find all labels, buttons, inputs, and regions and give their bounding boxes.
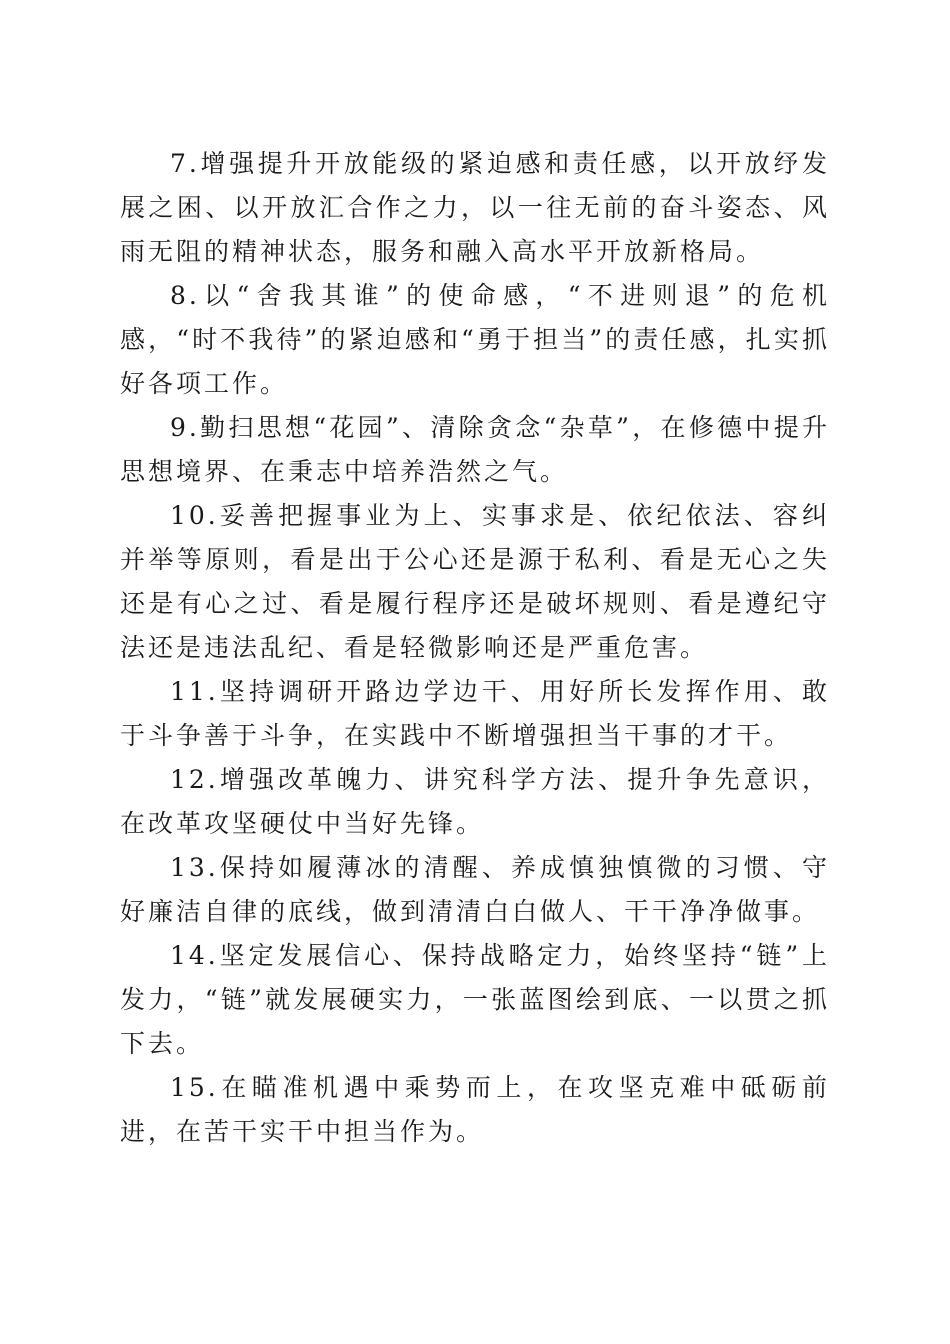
paragraph-10: 10.妥善把握事业为上、实事求是、依纪依法、容纠并举等原则，看是出于公心还是源于私利、看是无心之失还是有心之过、看是履行程序还是破坏规则、看是遵纪守法还是违法乱纪、看是轻微影响还是严重危害。 xyxy=(120,501,830,662)
paragraph-9: 9.勤扫思想“花园”、清除贪念“杂草”，在修德中提升思想境界、在秉志中培养浩然之气。 xyxy=(120,413,830,486)
paragraph-13: 13.保持如履薄冰的清醒、养成慎独慎微的习惯、守好廉洁自律的底线，做到清清白白做人、干干净净做事。 xyxy=(120,853,830,926)
paragraph-8: 8.以“舍我其谁”的使命感，“不进则退”的危机感，“时不我待”的紧迫感和“勇于担当”的责任感，扎实抓好各项工作。 xyxy=(120,281,830,398)
paragraph-14: 14.坚定发展信心、保持战略定力，始终坚持“链”上发力，“链”就发展硬实力，一张蓝图绘到底、一以贯之抓下去。 xyxy=(120,941,830,1058)
paragraph-15: 15.在瞄准机遇中乘势而上，在攻坚克难中砥砺前进，在苦干实干中担当作为。 xyxy=(120,1073,830,1146)
paragraph-7: 7.增强提升开放能级的紧迫感和责任感，以开放纾发展之困、以开放汇合作之力，以一往无前的奋斗姿态、风雨无阻的精神状态，服务和融入高水平开放新格局。 xyxy=(120,149,830,266)
paragraph-11: 11.坚持调研开路边学边干、用好所长发挥作用、敢于斗争善于斗争，在实践中不断增强担当干事的才干。 xyxy=(120,677,830,750)
paragraph-12: 12.增强改革魄力、讲究科学方法、提升争先意识，在改革攻坚硬仗中当好先锋。 xyxy=(120,765,830,838)
document-body xyxy=(120,142,830,1154)
